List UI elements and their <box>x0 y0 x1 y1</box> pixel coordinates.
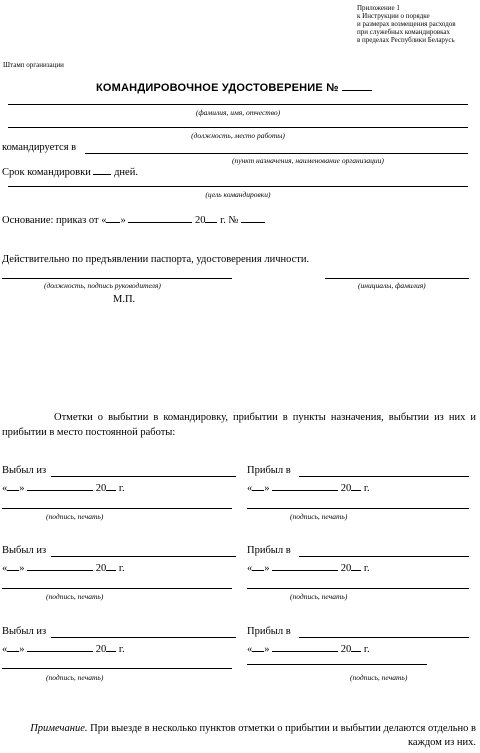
purpose-line[interactable] <box>8 186 468 187</box>
year-suffix: г. <box>363 644 370 655</box>
date-close: » <box>19 563 25 574</box>
departed-sign-line[interactable] <box>2 668 232 669</box>
departed-label: Выбыл из <box>2 545 47 556</box>
duration-row <box>2 165 138 178</box>
arrived-line[interactable] <box>299 556 469 557</box>
arrived-sign-caption: (подпись, печать) <box>290 512 348 521</box>
document-title <box>96 81 372 94</box>
arrived-sign-caption: (подпись, печать) <box>350 673 408 682</box>
date-open: « <box>2 563 8 574</box>
arrived-date <box>247 642 370 655</box>
year-suffix: г. <box>118 644 125 655</box>
day-field[interactable] <box>7 481 19 491</box>
year-label: 20 <box>95 644 107 655</box>
date-close: » <box>264 483 270 494</box>
year-field[interactable] <box>351 642 361 652</box>
stamp-label: Штамп организации <box>3 61 64 69</box>
duration-suffix: дней. <box>114 167 138 178</box>
departed-label: Выбыл из <box>2 465 47 476</box>
destination-caption: (пункт назначения, наименование организации) <box>232 156 384 165</box>
position-caption: (должность, место работы) <box>191 131 285 140</box>
appendix-line: в пределах Республики Беларусь <box>357 36 455 44</box>
departed-sign-line[interactable] <box>2 588 232 589</box>
year-field[interactable] <box>106 642 116 652</box>
basis-month-field[interactable] <box>128 213 192 223</box>
basis-number-label: г. № <box>220 215 239 226</box>
arrived-label: Прибыл в <box>247 626 291 637</box>
date-close: » <box>19 483 25 494</box>
year-label: 20 <box>340 563 352 574</box>
purpose-caption: (цель командировки) <box>205 190 271 199</box>
marks-intro: Отметки о выбытии в командировку, прибытии в пункты назначения, выбытии из них и прибытии в место постоянной работы: <box>2 412 476 438</box>
arrived-line[interactable] <box>299 637 469 638</box>
basis-year-field[interactable] <box>205 213 217 223</box>
arrived-sign-line[interactable] <box>247 508 469 509</box>
basis-mid1: » <box>120 215 126 226</box>
year-field[interactable] <box>106 561 116 571</box>
date-open: « <box>2 483 8 494</box>
arrived-date <box>247 561 370 574</box>
year-label: 20 <box>340 644 352 655</box>
year-label: 20 <box>95 483 107 494</box>
arrived-sign-caption: (подпись, печать) <box>290 592 348 601</box>
year-field[interactable] <box>106 481 116 491</box>
year-field[interactable] <box>351 561 361 571</box>
departed-date <box>2 642 125 655</box>
day-field[interactable] <box>7 642 19 652</box>
month-field[interactable] <box>272 561 338 571</box>
month-field[interactable] <box>272 481 338 491</box>
day-field[interactable] <box>252 642 264 652</box>
number-field[interactable] <box>342 81 372 91</box>
seal-place: М.П. <box>113 294 136 305</box>
date-open: « <box>247 644 253 655</box>
departed-sign-line[interactable] <box>2 508 232 509</box>
departed-date <box>2 561 125 574</box>
month-field[interactable] <box>27 642 93 652</box>
arrived-date <box>247 481 370 494</box>
day-field[interactable] <box>252 481 264 491</box>
valid-text: Действительно по предъявлении паспорта, удостоверения личности. <box>2 254 310 265</box>
year-field[interactable] <box>351 481 361 491</box>
departed-sign-caption: (подпись, печать) <box>46 592 104 601</box>
appendix-line: Приложение 1 <box>357 4 400 12</box>
basis-number-field[interactable] <box>241 213 265 223</box>
departed-line[interactable] <box>51 637 236 638</box>
arrived-label: Прибыл в <box>247 465 291 476</box>
arrived-sign-line[interactable] <box>247 588 469 589</box>
year-suffix: г. <box>118 563 125 574</box>
duration-field[interactable] <box>93 165 111 175</box>
date-open: « <box>247 483 253 494</box>
year-suffix: г. <box>363 483 370 494</box>
appendix-line: к Инструкции о порядке <box>357 12 430 20</box>
year-suffix: г. <box>363 563 370 574</box>
head-sign-caption: (должность, подпись руководителя) <box>44 281 161 290</box>
day-field[interactable] <box>252 561 264 571</box>
basis-year: 20 <box>194 215 206 226</box>
year-suffix: г. <box>118 483 125 494</box>
appendix-block <box>357 4 456 44</box>
departed-sign-caption: (подпись, печать) <box>46 512 104 521</box>
arrived-line[interactable] <box>299 476 469 477</box>
departed-date <box>2 481 125 494</box>
basis-row <box>2 213 265 226</box>
year-label: 20 <box>340 483 352 494</box>
note-label: Примечание. <box>30 723 88 734</box>
departed-sign-caption: (подпись, печать) <box>46 673 104 682</box>
arrived-sign-line[interactable] <box>247 664 427 665</box>
title-text: КОМАНДИРОВОЧНОЕ УДОСТОВЕРЕНИЕ № <box>96 82 339 94</box>
departed-label: Выбыл из <box>2 626 47 637</box>
duration-prefix: Срок командировки <box>2 167 91 178</box>
appendix-line: при служебных командировках <box>357 28 451 36</box>
initials-caption: (инициалы, фамилия) <box>358 281 426 290</box>
departed-line[interactable] <box>51 476 236 477</box>
initials-line[interactable] <box>325 278 469 279</box>
month-field[interactable] <box>27 481 93 491</box>
appendix-line: и размерах возмещения расходов <box>357 20 456 28</box>
fio-line[interactable] <box>8 104 468 105</box>
month-field[interactable] <box>27 561 93 571</box>
note <box>28 722 476 750</box>
arrived-label: Прибыл в <box>247 545 291 556</box>
date-open: « <box>247 563 253 574</box>
day-field[interactable] <box>7 561 19 571</box>
date-open: « <box>2 644 8 655</box>
basis-prefix: Основание: приказ от « <box>2 215 107 226</box>
departed-line[interactable] <box>51 556 236 557</box>
note-text: При выезде в несколько пунктов отметки о прибытии и выбытии делаются отдельно в каждом из них. <box>90 723 476 748</box>
basis-day-field[interactable] <box>106 213 120 223</box>
date-close: » <box>264 644 270 655</box>
sent-to-label: командируется в <box>2 142 77 153</box>
date-close: » <box>19 644 25 655</box>
date-close: » <box>264 563 270 574</box>
year-label: 20 <box>95 563 107 574</box>
destination-line[interactable] <box>85 153 468 154</box>
head-sign-line[interactable] <box>2 278 232 279</box>
position-line[interactable] <box>8 127 468 128</box>
month-field[interactable] <box>272 642 338 652</box>
fio-caption: (фамилия, имя, отчество) <box>195 108 281 117</box>
